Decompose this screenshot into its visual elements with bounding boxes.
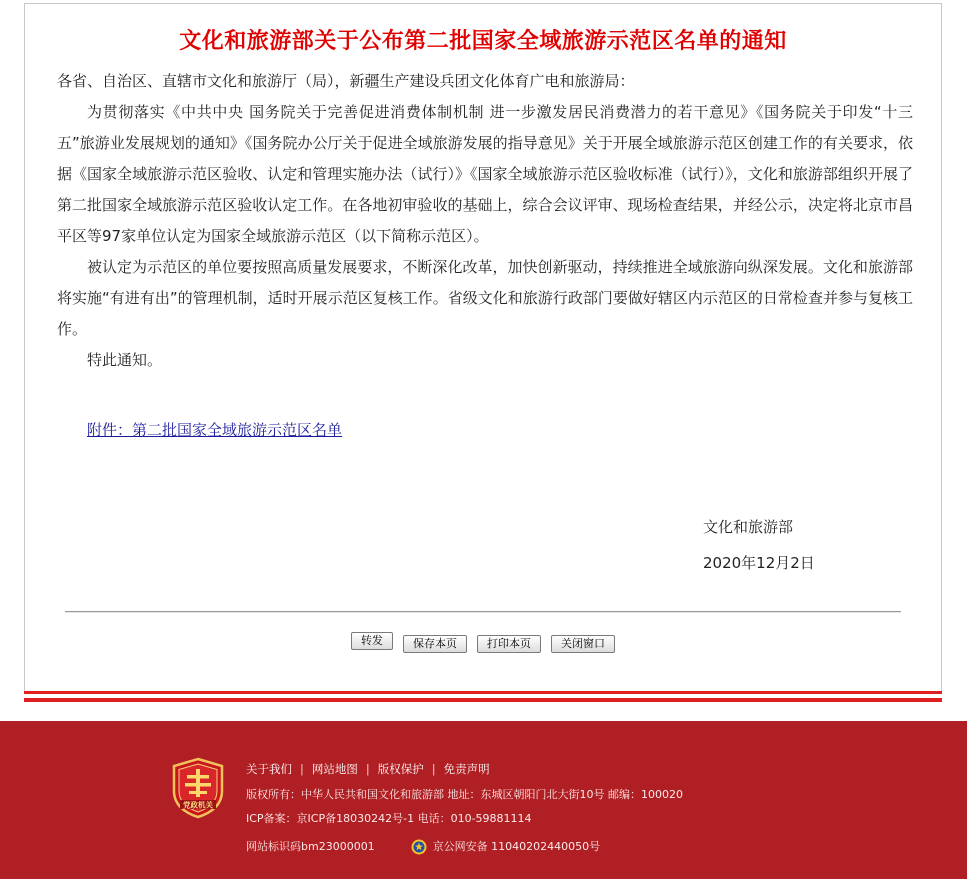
save-page-button[interactable]: 保存本页 <box>403 635 467 653</box>
party-government-emblem-icon[interactable] <box>171 757 225 819</box>
body-paragraph-2: 被认定为示范区的单位要按照高质量发展要求，不断深化改革，加快创新驱动，持续推进全域旅游向纵深发展。文化和旅游部将实施“有进有出”的管理机制，适时开展示范区复核工作。省级文化和旅游行政部门要做好辖区内示范区的日常检查并参与复核工作。 <box>57 258 913 338</box>
body-paragraph-3: 特此通知。 <box>87 351 163 369</box>
footer-link-sitemap[interactable]: 网站地图 <box>311 762 358 776</box>
footer-links <box>246 761 490 777</box>
salutation: 各省、自治区、直辖市文化和旅游厅（局），新疆生产建设兵团文化体育广电和旅游局： <box>57 72 635 90</box>
footer-link-about[interactable]: 关于我们 <box>246 762 292 776</box>
emblem-text: 党政机关 <box>183 800 213 810</box>
signer: 文化和旅游部 <box>703 518 794 536</box>
forward-button[interactable]: 转发 <box>351 632 393 650</box>
site-id: 网站标识码bm23000001 <box>246 840 375 853</box>
page-title: 文化和旅游部关于公布第二批国家全域旅游示范区名单的通知 <box>179 29 787 54</box>
footer-icp: ICP备案：京ICP备18030242号-1 电话：010-59881114 <box>246 812 532 825</box>
red-rule-bottom <box>24 698 942 702</box>
attachment-link[interactable]: 附件：第二批国家全域旅游示范区名单 <box>87 421 343 439</box>
footer-separator: | <box>365 762 370 776</box>
footer-copyright: 版权所有：中华人民共和国文化和旅游部 地址：东城区朝阳门北大街10号 邮编：100020 <box>246 788 683 801</box>
footer-link-disclaimer[interactable]: 免责声明 <box>443 762 490 776</box>
public-security-record[interactable]: 京公网安备 11040202440050号 <box>432 840 601 853</box>
action-bar <box>25 635 941 653</box>
footer-link-copyright[interactable]: 版权保护 <box>377 762 424 776</box>
divider <box>65 611 901 613</box>
print-page-button[interactable]: 打印本页 <box>477 635 541 653</box>
footer-separator: | <box>431 762 436 776</box>
close-window-button[interactable]: 关闭窗口 <box>551 635 615 653</box>
red-rule-top <box>24 691 942 694</box>
notice-body <box>57 66 913 376</box>
public-security-badge-icon[interactable] <box>411 839 427 855</box>
body-paragraph-1: 为贯彻落实《中共中央 国务院关于完善促进消费体制机制 进一步激发居民消费潜力的若干意见》《国务院关于印发“十三五”旅游业发展规划的通知》《国务院办公厅关于促进全域旅游发展的指导意见》关于开展全域旅游示范区创建工作的有关要求，依据《国家全域旅游示范区验收、认定和管理实施办法（试行）》《国家全域旅游示范区验收标准（试行）》，文化和旅游部组织开展了第二批国家全域旅游示范区验收认定工作。在各地初审验收的基础上，综合会议评审、现场检查结果，并经公示，决定将北京市昌平区等97家单位认定为国家全域旅游示范区（以下简称示范区）。 <box>57 103 913 245</box>
notice-frame <box>24 3 942 693</box>
issue-date: 2020年12月2日 <box>703 554 815 572</box>
site-footer <box>0 721 967 879</box>
signature-block <box>703 509 815 581</box>
footer-separator: | <box>300 762 304 776</box>
footer-identifiers <box>246 839 600 855</box>
